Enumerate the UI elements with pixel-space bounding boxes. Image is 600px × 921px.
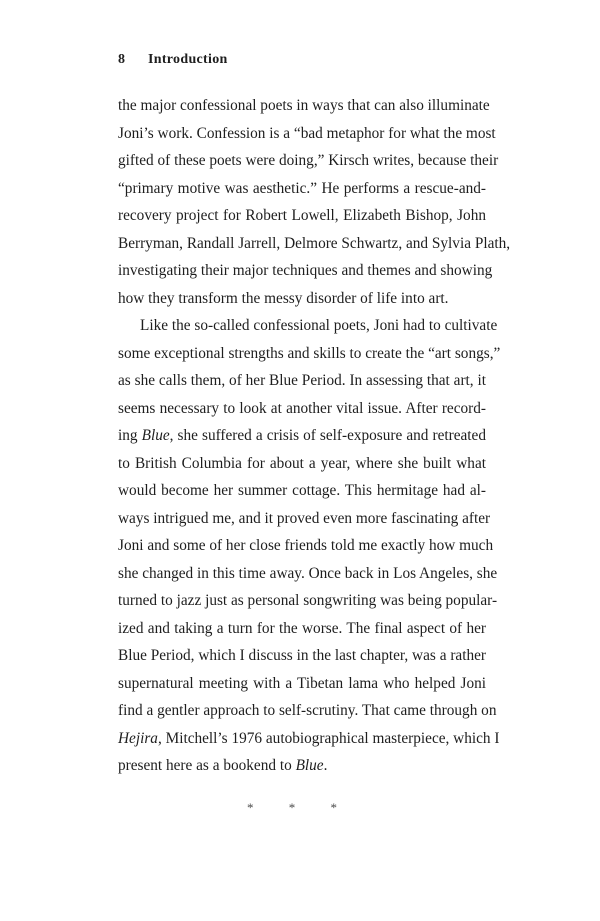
text-line: ways intrigued me, and it proved even more fascinating after bbox=[118, 509, 491, 527]
text-line: ized and taking a turn for the worse. The final aspect of her bbox=[118, 619, 486, 637]
text-line: Joni’s work. Confession is a “bad metaphor for what the most bbox=[118, 124, 496, 142]
paragraph-1 bbox=[118, 92, 511, 312]
text-line: as she calls them, of her Blue Period. In assessing that art, it bbox=[118, 372, 486, 389]
text-line: supernatural meeting with a Tibetan lama who helped Joni bbox=[118, 674, 486, 692]
italic-title: Hejira bbox=[118, 729, 158, 747]
text-line: “primary motive was aesthetic.” He performs a rescue-and- bbox=[118, 179, 486, 197]
paragraph-2 bbox=[118, 312, 501, 780]
text-line: to British Columbia for about a year, where she built what bbox=[118, 454, 486, 472]
text-line: find a gentler approach to self-scrutiny. That came through on bbox=[118, 702, 497, 719]
text-line: the major confessional poets in ways that can also illuminate bbox=[118, 97, 490, 114]
section-break-asterisks: * * * bbox=[247, 800, 353, 815]
text-line: Like the so-called confessional poets, Joni had to cultivate bbox=[140, 317, 498, 334]
text-line: how they transform the messy disorder of life into art. bbox=[118, 289, 449, 307]
chapter-title: Introduction bbox=[148, 52, 228, 67]
text-line: she changed in this time away. Once back in Los Angeles, she bbox=[118, 564, 498, 582]
body-text bbox=[118, 92, 511, 780]
text-line: turned to jazz just as personal songwriting was being popular- bbox=[118, 592, 498, 609]
text-line: Hejira, Mitchell’s 1976 autobiographical masterpiece, which I bbox=[118, 729, 500, 747]
text-line: some exceptional strengths and skills to create the “art songs,” bbox=[118, 344, 501, 362]
text-line: Blue Period, which I discuss in the last chapter, was a rather bbox=[118, 647, 486, 664]
italic-title: Blue bbox=[141, 427, 170, 444]
text-line: investigating their major techniques and themes and showing bbox=[118, 262, 493, 279]
text-line: gifted of these poets were doing,” Kirsch writes, because their bbox=[118, 152, 499, 169]
running-head bbox=[118, 52, 228, 68]
text-line: recovery project for Robert Lowell, Elizabeth Bishop, John bbox=[118, 207, 486, 224]
page-number: 8 bbox=[118, 52, 126, 67]
text-line: ing Blue, she suffered a crisis of self-exposure and retreated bbox=[118, 427, 486, 444]
text-line: present here as a bookend to Blue. bbox=[118, 757, 328, 774]
italic-title: Blue bbox=[295, 757, 324, 774]
text-line: seems necessary to look at another vital issue. After record- bbox=[118, 399, 486, 417]
text-line: would become her summer cottage. This hermitage had al- bbox=[118, 482, 486, 499]
text-line: Joni and some of her close friends told me exactly how much bbox=[118, 537, 494, 554]
text-line: Berryman, Randall Jarrell, Delmore Schwartz, and Sylvia Plath, bbox=[118, 234, 511, 252]
